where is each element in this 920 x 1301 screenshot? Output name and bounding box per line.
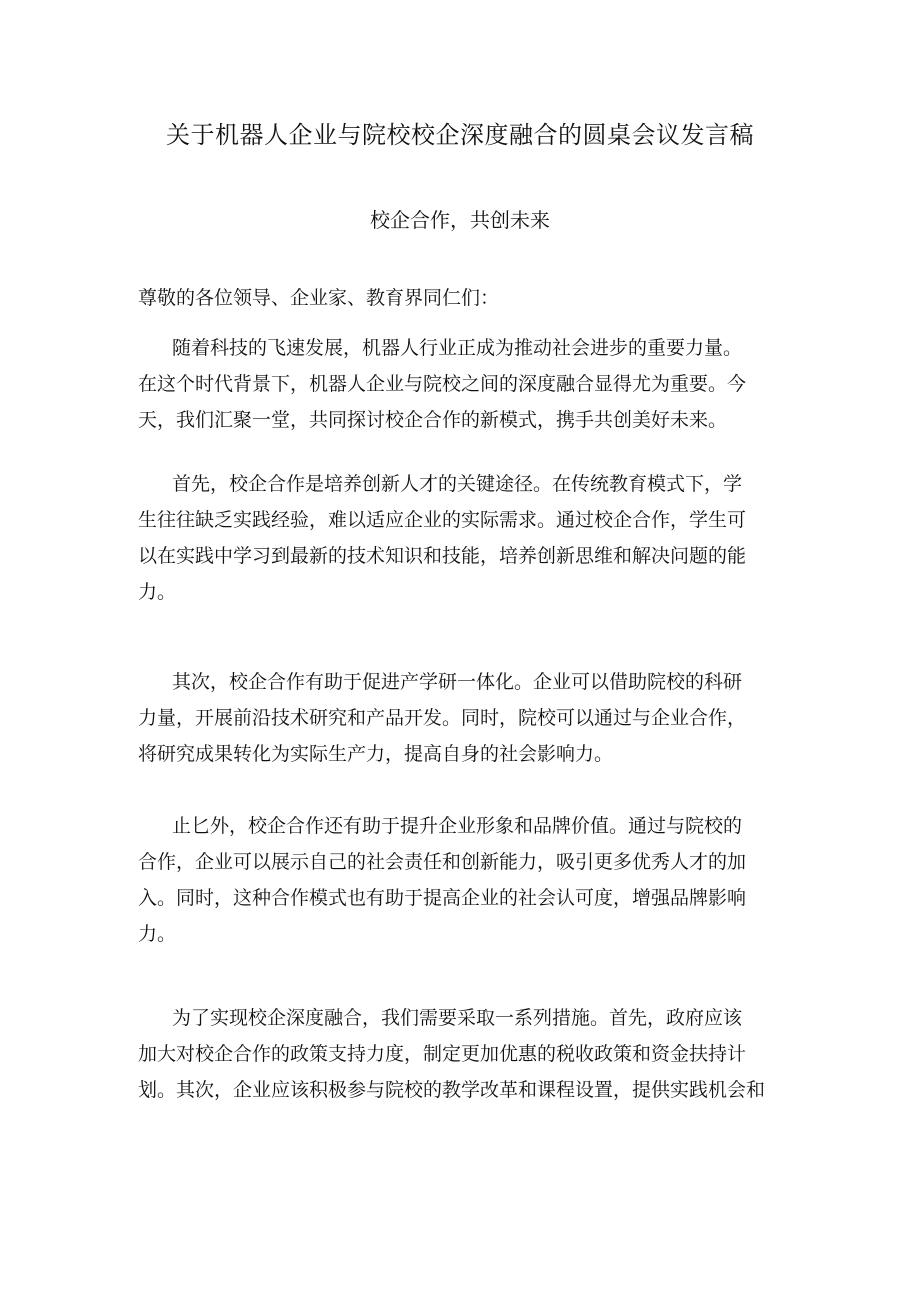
document-body: [138, 280, 786, 1101]
paragraph-line: 将研究成果转化为实际生产力，提高自身的社会影响力。: [138, 743, 614, 765]
paragraph-line: 入。同时，这种合作模式也有助于提高企业的社会认可度，增强品牌影响: [138, 887, 747, 909]
paragraph-line: 为了实现校企深度融合，我们需要采取一系列措施。首先，政府应该: [172, 1007, 743, 1029]
paragraph-line: 力。: [138, 923, 177, 945]
paragraph-line: 合作，企业可以展示自己的社会责任和创新能力，吸引更多优秀人才的加: [138, 851, 747, 873]
paragraph: [138, 664, 786, 772]
paragraph-line: 止匕外，校企合作还有助于提升企业形象和品牌价值。通过与院校的: [172, 815, 743, 837]
paragraph-line: 力量，开展前沿技术研究和产品开发。同时，院校可以通过与企业合作，: [138, 707, 747, 729]
paragraph-line: 以在实践中学习到最新的技术知识和技能，培养创新思维和解决问题的能: [138, 545, 747, 567]
paragraph-line: 天，我们汇聚一堂，共同探讨校企合作的新模式，携手共创美好未来。: [138, 409, 728, 431]
paragraph-line: 首先，校企合作是培养创新人才的关键途径。在传统教育模式下，学: [172, 473, 743, 495]
paragraph: [138, 1000, 786, 1108]
paragraph: [138, 330, 786, 438]
document-subtitle: 校企合作，共创未来: [370, 208, 550, 232]
paragraph-line: 生往往缺乏实践经验，难以适应企业的实际需求。通过校企合作，学生可: [138, 509, 747, 531]
document-title: 关于机器人企业与院校校企深度融合的圆桌会议发言稿: [166, 121, 754, 149]
paragraph-line: 在这个时代背景下，机器人企业与院校之间的深度融合显得尤为重要。今: [138, 373, 747, 395]
paragraph-line: 其次，校企合作有助于促进产学研一体化。企业可以借助院校的科研: [172, 671, 743, 693]
salutation: 尊敬的各位领导、企业家、教育界同仁们：: [138, 287, 500, 309]
paragraph-line: 划。其次，企业应该积极参与院校的教学改革和课程设置，提供实践机会和: [138, 1079, 766, 1101]
paragraph: [138, 808, 786, 952]
paragraph-line: 随着科技的飞速发展，机器人行业正成为推动社会进步的重要力量。: [172, 337, 743, 359]
paragraph: [138, 466, 786, 610]
paragraph-line: 力。: [138, 581, 177, 603]
paragraph-line: 加大对校企合作的政策支持力度，制定更加优惠的税收政策和资金扶持计: [138, 1043, 747, 1065]
